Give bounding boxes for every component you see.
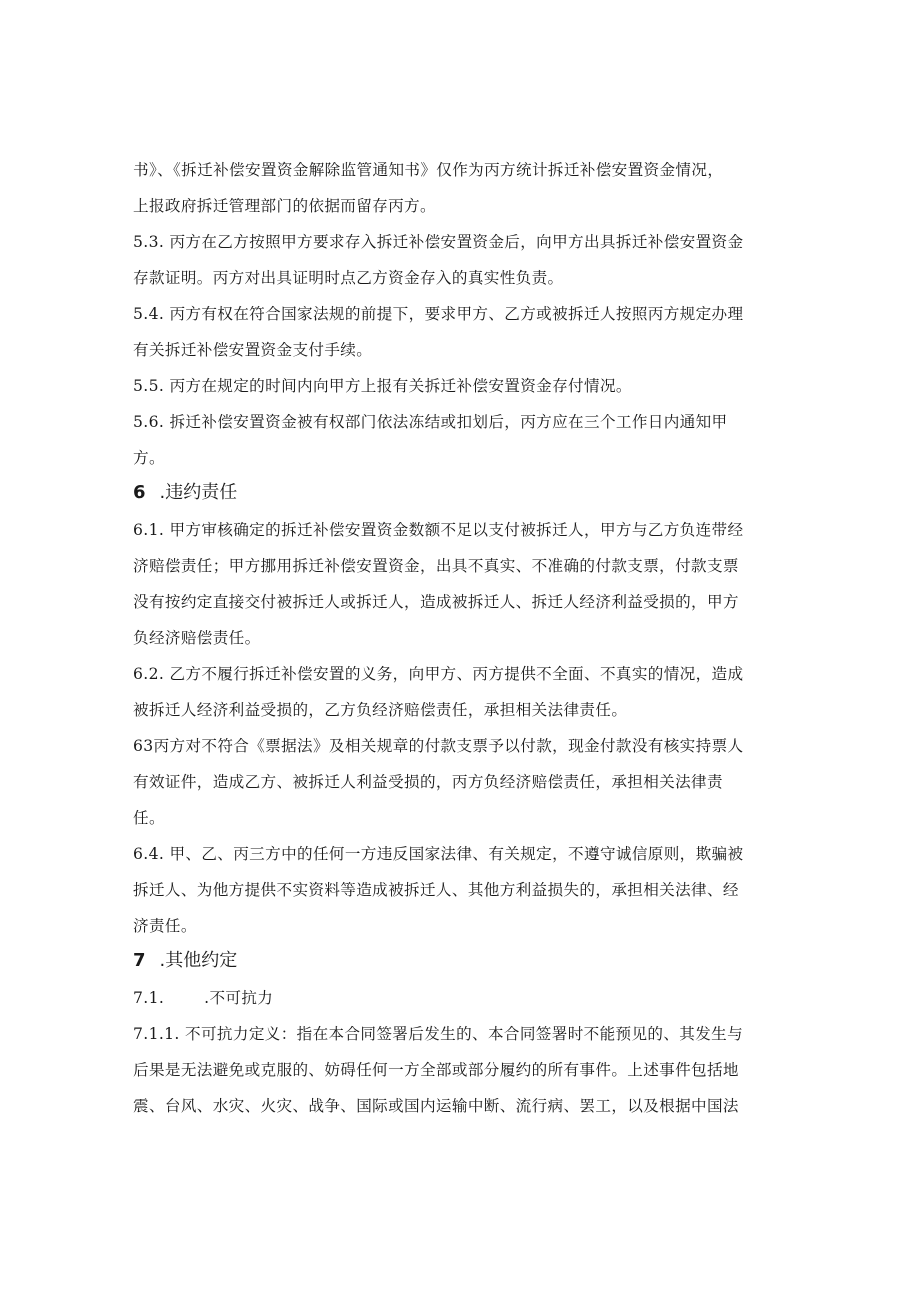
text-line: 63丙方对不符合《票据法》及相关规章的付款支票予以付款，现金付款没有核实持票人 (133, 737, 744, 755)
text-line: 方。 (133, 449, 165, 467)
text-line: 5.3. 丙方在乙方按照甲方要求存入拆迁补偿安置资金后，向甲方出具拆迁补偿安置资金 (133, 233, 744, 251)
text-line: 负经济赔偿责任。 (133, 629, 261, 647)
text-line: 书》、《拆迁补偿安置资金解除监管通知书》仅作为丙方统计拆迁补偿安置资金情况， (133, 161, 724, 179)
section-heading-7 (133, 950, 237, 972)
text-line: 6.2. 乙方不履行拆迁补偿安置的义务，向甲方、丙方提供不全面、不真实的情况，造成 (133, 665, 744, 683)
text-line: 没有按约定直接交付被拆迁人或拆迁人，造成被拆迁人、拆迁人经济利益受损的，甲方 (133, 593, 739, 611)
sub-item-title: .不可抗力 (204, 989, 274, 1007)
section-title: .其他约定 (159, 950, 238, 971)
section-number: 7 (133, 950, 146, 971)
text-line: 震、台风、水灾、火灾、战争、国际或国内运输中断、流行病、罢工，以及根据中国法 (133, 1097, 739, 1115)
text-line: 后果是无法避免或克服的、妨碍任何一方全部或部分履约的所有事件。上述事件包括地 (133, 1061, 739, 1079)
text-line: 济责任。 (133, 917, 197, 935)
section-title: .违约责任 (159, 482, 238, 503)
section-number: 6 (133, 482, 146, 503)
text-line: 6.4. 甲、乙、丙三方中的任何一方违反国家法律、有关规定，不遵守诚信原则，欺骗被 (133, 845, 744, 863)
text-line: 被拆迁人经济利益受损的，乙方负经济赔偿责任，承担相关法律责任。 (133, 701, 628, 719)
text-line: 任。 (133, 809, 165, 827)
text-line: 拆迁人、为他方提供不实资料等造成被拆迁人、其他方利益损失的，承担相关法律、经 (133, 881, 739, 899)
text-line: 存款证明。丙方对出具证明时点乙方资金存入的真实性负责。 (133, 269, 564, 287)
text-line: 济赔偿责任；甲方挪用拆迁补偿安置资金，出具不真实、不准确的付款支票，付款支票 (133, 557, 739, 575)
section-heading-6 (133, 482, 237, 504)
text-line: 上报政府拆迁管理部门的依据而留存丙方。 (133, 197, 436, 215)
text-line: 有关拆迁补偿安置资金支付手续。 (133, 341, 373, 359)
sub-item-number: 7.1. (133, 989, 165, 1007)
text-line: 7.1.1. 不可抗力定义：指在本合同签署后发生的、本合同签署时不能预见的、其发生与 (133, 1025, 744, 1043)
text-line: 5.4. 丙方有权在符合国家法规的前提下，要求甲方、乙方或被拆迁人按照丙方规定办理 (133, 305, 744, 323)
sub-item-7-1 (133, 988, 273, 1008)
text-line: 5.5. 丙方在规定的时间内向甲方上报有关拆迁补偿安置资金存付情况。 (133, 377, 632, 395)
text-line: 有效证件，造成乙方、被拆迁人利益受损的，丙方负经济赔偿责任，承担相关法律责 (133, 773, 723, 791)
text-line: 5.6. 拆迁补偿安置资金被有权部门依法冻结或扣划后，丙方应在三个工作日内通知甲 (133, 413, 728, 431)
text-line: 6.1. 甲方审核确定的拆迁补偿安置资金数额不足以支付被拆迁人，甲方与乙方负连带经 (133, 521, 744, 539)
